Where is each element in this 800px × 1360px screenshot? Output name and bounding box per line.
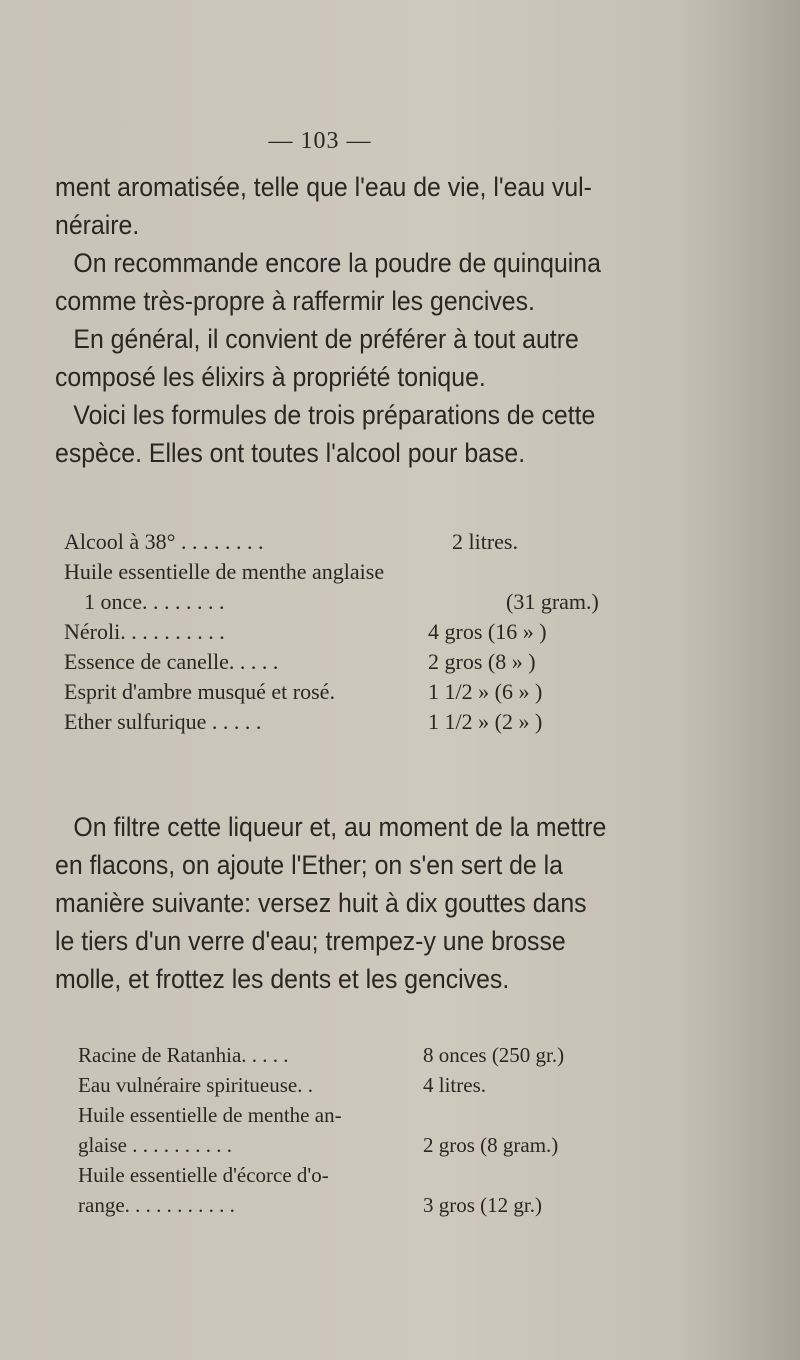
ingredient-label: Huile essentielle de menthe an-: [78, 1103, 342, 1127]
ingredient-quantity: 1 1/2 » (6 » ): [428, 679, 543, 704]
text-line: néraire.: [55, 210, 140, 240]
text-line: comme très-propre à raffermir les gencives.: [55, 286, 535, 316]
recipe-row: [78, 1070, 638, 1100]
ingredient-quantity: 1 1/2 » (2 » ): [428, 709, 543, 734]
recipe-row: [78, 1130, 638, 1160]
ingredient-quantity: (31 gram.): [506, 589, 599, 614]
ingredient-quantity: 2 litres.: [452, 529, 518, 554]
recipe-row: [64, 527, 639, 557]
middle-paragraph: [55, 808, 607, 998]
ingredient-label: Esprit d'ambre musqué et rosé.: [64, 679, 335, 704]
recipe-row: [64, 677, 639, 707]
ingredient-label: Néroli. . . . . . . . . .: [64, 619, 225, 644]
ingredient-quantity: 4 gros (16 » ): [428, 619, 547, 644]
text-line: On filtre cette liqueur et, au moment de la mettre: [73, 812, 607, 842]
ingredient-quantity: 8 onces (250 gr.): [423, 1043, 565, 1067]
recipe-row: [64, 707, 639, 737]
recipe-row: [78, 1190, 638, 1220]
text-line: composé les élixirs à propriété tonique.: [55, 362, 486, 392]
text-line: molle, et frottez les dents et les gencives.: [55, 964, 510, 994]
text-line: On recommande encore la poudre de quinquina: [73, 248, 601, 278]
ingredient-quantity: 2 gros (8 » ): [428, 649, 536, 674]
recipe-row: [64, 587, 639, 617]
ingredient-label: Eau vulnéraire spiritueuse. .: [78, 1073, 313, 1097]
page-number: — 103 —: [268, 128, 372, 154]
recipe-row: [78, 1160, 638, 1190]
recipe-list-2: [78, 1040, 638, 1220]
ingredient-quantity: 3 gros (12 gr.): [423, 1193, 542, 1217]
ingredient-quantity: 2 gros (8 gram.): [423, 1133, 559, 1157]
ingredient-label: Essence de canelle. . . . .: [64, 649, 279, 674]
text-line: ment aromatisée, telle que l'eau de vie, l'eau vul-: [55, 172, 592, 202]
recipe-row: [64, 557, 639, 587]
ingredient-label: glaise . . . . . . . . . .: [78, 1133, 232, 1157]
recipe-list-1: [64, 527, 639, 737]
ingredient-label: 1 once. . . . . . . .: [84, 589, 225, 614]
text-line: Voici les formules de trois préparations de cette: [73, 400, 596, 430]
ingredient-quantity: 4 litres.: [423, 1073, 486, 1097]
ingredient-label: Ether sulfurique . . . . .: [64, 709, 262, 734]
ingredient-label: range. . . . . . . . . . .: [78, 1193, 235, 1217]
ingredient-label: Huile essentielle de menthe anglaise: [64, 559, 385, 584]
recipe-row: [64, 617, 639, 647]
text-line: le tiers d'un verre d'eau; trempez-y une brosse: [55, 926, 566, 956]
recipe-row: [78, 1040, 638, 1070]
recipe-row: [64, 647, 639, 677]
text-line: en flacons, on ajoute l'Ether; on s'en sert de la: [55, 850, 563, 880]
ingredient-label: Racine de Ratanhia. . . . .: [78, 1043, 289, 1067]
ingredient-label: Alcool à 38° . . . . . . . .: [64, 529, 264, 554]
text-line: manière suivante: versez huit à dix gouttes dans: [55, 888, 587, 918]
intro-paragraph: [55, 168, 601, 472]
ingredient-label: Huile essentielle d'écorce d'o-: [78, 1163, 329, 1187]
recipe-row: [78, 1100, 638, 1130]
text-line: espèce. Elles ont toutes l'alcool pour base.: [55, 438, 526, 468]
text-line: En général, il convient de préférer à tout autre: [73, 324, 579, 354]
